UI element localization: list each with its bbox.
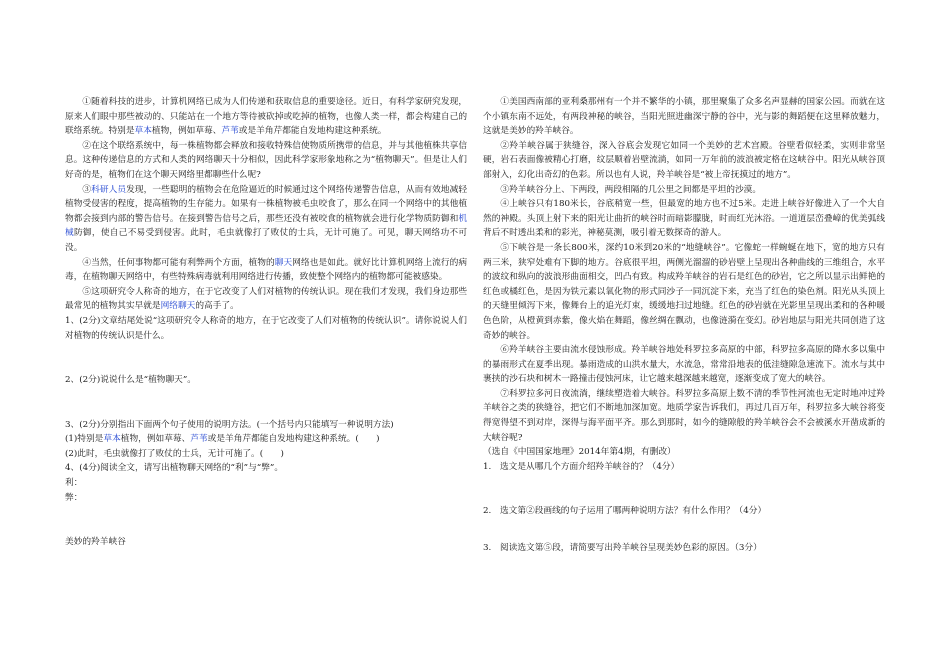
keyword-link[interactable]: 草本 bbox=[134, 126, 152, 137]
keyword-link[interactable]: 网络聊天 bbox=[160, 301, 196, 312]
question-4-pros-label: 利： bbox=[65, 478, 83, 489]
right-paragraph-3: ③羚羊峡谷分上、下两段，两段相隔的几公里之间都是平坦的沙漠。 bbox=[500, 184, 762, 195]
question-1: 1、(2分)文章结尾处说“这项研究令人称奇的地方，在于它改变了人们对植物的传统认识”。请你说说人们对植物的传统认识是什么。 bbox=[65, 315, 467, 341]
right-paragraph-7: ⑦科罗拉多河日夜流淌，继续塑造着大峡谷。科罗拉多高原上数不清的季节性河流也无定时地冲过羚羊峡谷之类的狭缝谷，把它们不断地加深加宽。地质学家告诉我们，再过几百万年，科罗拉多大峡谷将变得宽得望不到对岸，深得与海平面平齐。那么到那时，如今的缝隙般的羚羊峡谷会不会被溪水开凿成新的大峡谷呢? bbox=[483, 388, 885, 443]
right-column bbox=[483, 95, 885, 556]
passage-title: 美妙的羚羊峡谷 bbox=[65, 537, 126, 548]
keyword-link[interactable]: 芦苇 bbox=[190, 434, 208, 445]
question-4-cons-label: 弊： bbox=[65, 492, 83, 503]
right-paragraph-1: ①美国西南部的亚利桑那州有一个并不繁华的小镇，那里聚集了众多名声显赫的国家公园。而就在这个小镇东南不远处，有两段神秘的峡谷，当阳光照进幽深宁静的谷中，光与影的舞蹈便在这里释放魅力，这就是美妙的羚羊峡谷。 bbox=[483, 97, 885, 137]
answer-space-2[interactable] bbox=[65, 388, 467, 418]
question-3: 3、(2分)分别指出下面两个句子使用的说明方法。(一个括号内只能填写一种说明方法) bbox=[65, 419, 394, 430]
right-paragraph-6: ⑥羚羊峡谷主要由流水侵蚀形成。羚羊峡谷地处科罗拉多高原的中部，科罗拉多高原的降水多以集中的暴雨形式在夏季出现。暴雨造成的山洪水量大，水流急，常常沿地表的低洼缝隙急速流下。流水与其中裹挟的沙石块和树木一路撞击侵蚀河床，让它越来越深越来越宽，逐渐变成了宽大的峡谷。 bbox=[483, 345, 885, 385]
answer-space-4[interactable] bbox=[65, 505, 467, 535]
keyword-link[interactable]: 科研人员 bbox=[91, 184, 127, 195]
keyword-link[interactable]: 芦苇 bbox=[221, 126, 239, 137]
left-column bbox=[65, 95, 467, 550]
answer-space-right-2[interactable] bbox=[483, 519, 885, 541]
left-paragraph-4: ④当然，任何事物都可能有利弊两个方面，植物的聊天网络也是如此。就好比计算机网络上流行的病毒，在植物聊天网络中，有些特殊病毒就利用网络进行传播，致使整个网络内的植物都可能被感染。 bbox=[65, 257, 468, 283]
answer-space-1[interactable] bbox=[65, 343, 467, 373]
right-question-2: 2. 选文第②段画线的句子运用了哪两种说明方法？有什么作用？（4分） bbox=[483, 506, 767, 517]
left-paragraph-2: ②在这个联络系统中，每一株植物都会释放和接收特殊信使物质所携带的信息，并与其他植株共享信息。这种传递信息的方式和人类的网络聊天十分相似，因此科学家形象地称之为“植物聊天”。但是让人们好奇的是，植物们在这个聊天网络里都聊些什么呢? bbox=[65, 140, 467, 180]
keyword-link[interactable]: 机械 bbox=[65, 213, 467, 239]
question-3-item-1: (1)特别是草本植物，例如草莓、芦苇或是羊角芹都能自发地构建这种系统。( ) bbox=[65, 434, 380, 445]
keyword-link[interactable]: 聊天 bbox=[274, 257, 293, 268]
right-paragraph-4: ④上峡谷只有180米长，谷底稍宽一些，但最宽的地方也不过5米。走进上峡谷好像进入了一个大自然的神殿。头顶上射下来的阳光让曲折的峡谷时而暗影朦胧，时而红光沐浴。一道道层峦叠嶂的优美弧线背后不时透出柔和的彩光，神秘莫测，吸引着无数探奇的游人。 bbox=[483, 199, 885, 239]
source-note: （选自《中国国家地理》2014年第4期，有删改） bbox=[483, 447, 676, 458]
left-paragraph-5: ⑤这项研究令人称奇的地方，在于它改变了人们对植物的传统认识。现在我们才发现，我们身边那些最常见的植物其实早就是网络聊天的高手了。 bbox=[65, 286, 467, 312]
right-paragraph-5: ⑤下峡谷是一条长800米，深约10米到20米的“地缝峡谷”。它像蛇一样蜿蜒在地下，宽的地方只有两三米，狭窄处难有下脚的地方。谷底很平坦，两侧光溜溜的砂岩壁上呈现出各种曲线的三维组合，水平的波纹和纵向的波浪形曲面相交，凹凸有致。构成羚羊峡谷的岩石是红色的砂岩，它之所以显示出鲜艳的红色或橘红色，是因为铁元素以氧化物的形式同沙子一同沉淀下来，充当了红色的染色剂。阳光从头顶上的天缝里倾泻下来，像舞台上的追光灯束，缓缓地扫过地缝。红色的砂岩就在光影里呈现出柔和的各种暖色色阶，从橙黄到赤紫，像火焰在舞蹈，像丝绸在飘动，也像涟漪在变幻。砂岩地层与阳光共同创造了这奇妙的峡谷。 bbox=[483, 242, 885, 341]
question-4: 4、(4分)阅读全文，请写出植物聊天网络的“利”与“弊”。 bbox=[65, 463, 284, 474]
question-3-item-2: (2)此时，毛虫就像打了败仗的士兵，无计可施了。( ) bbox=[65, 448, 284, 459]
left-paragraph-3: ③科研人员发现，一些聪明的植物会在危险逼近的时候通过这个网络传递警告信息，从而有效地减轻植物受侵害的程度，提高植物的生存能力。如果有一株植物被毛虫咬食了，那么在同一个网络中的其他植物都会接到内部的警告信号。在接到警告信号之后，那些还没有被咬食的植物就会进行化学物质防御和机械防御，使自己不易受到侵害。此时，毛虫就像打了败仗的士兵，无计可施了。可见，聊天网络功不可没。 bbox=[65, 184, 468, 253]
right-question-3: 3. 阅读选文第⑤段，请简要写出羚羊峡谷呈现美妙色彩的原因。（3分） bbox=[483, 543, 762, 554]
left-paragraph-1: ①随着科技的进步，计算机网络已成为人们传递和获取信息的重要途径。近日，有科学家研究发现，原来人们眼中那些被动的、只能站在一个地方等待被砍掉或吃掉的植物，也像人类一样，都会构建自己的联络系统。特别是草本植物，例如草莓、芦苇或是羊角芹都能自发地构建这种系统。 bbox=[65, 97, 467, 137]
answer-space-right-1[interactable] bbox=[483, 474, 885, 504]
keyword-link[interactable]: 草本 bbox=[103, 434, 121, 445]
right-question-1: 1. 选文是从哪几个方面介绍羚羊峡谷的？（4分） bbox=[483, 461, 680, 472]
question-2: 2、(2分)说说什么是“植物聊天”。 bbox=[65, 375, 196, 386]
right-paragraph-2: ②羚羊峡谷属于狭缝谷，深入谷底会发现它如同一个美妙的艺术宫殿。谷壁看似轻柔，实则非常坚硬，岩石表面像被精心打磨，纹层顺着岩壁流淌，如同一万年前的波浪被定格在这峡谷中。阳光从峡谷顶部射入，幻化出奇幻的色彩。所以也有人说，羚羊峡谷是“被上帝抚摸过的地方”。 bbox=[483, 140, 885, 180]
